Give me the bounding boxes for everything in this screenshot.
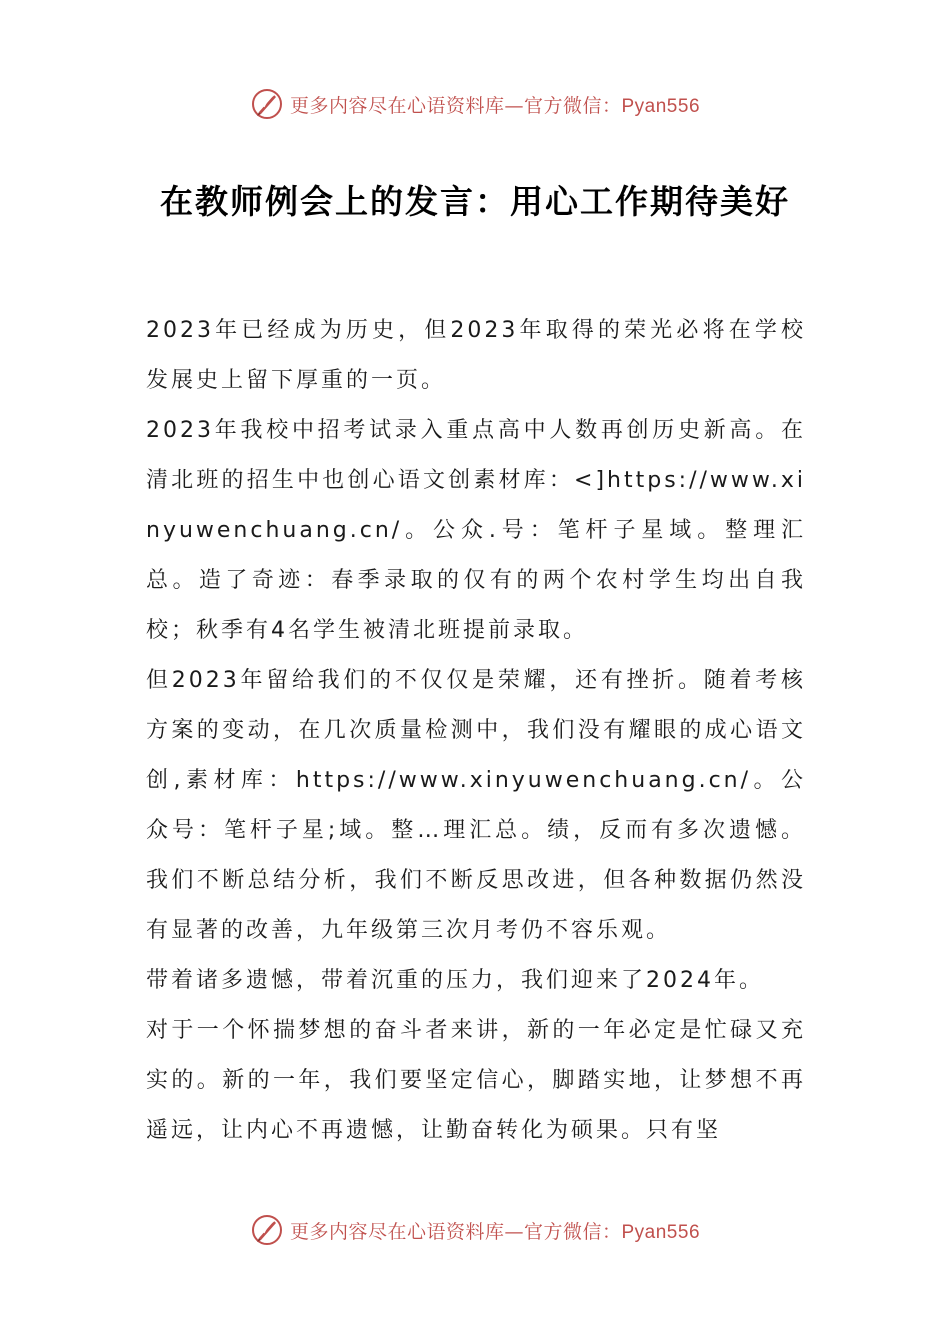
paragraph: 2023年我校中招考试录入重点高中人数再创历史新高。在清北班的招生中也创心语文创素材库：<]https://www.xinyuwenchuang.cn/。公众.号：笔杆子星域。整理汇总。造了奇迹：春季录取的仅有的两个农村学生均出自我校；秋季有4名学生被清北班提前录取。 [146,418,806,643]
quill-pen-logo-icon [250,87,284,121]
header-watermark [0,84,950,124]
document-body [146,306,806,1156]
quill-pen-logo-icon [250,1213,284,1247]
paragraph: 带着诸多遗憾，带着沉重的压力，我们迎来了2024年。 [146,968,764,993]
paragraph: 2023年已经成为历史，但2023年取得的荣光必将在学校发展史上留下厚重的一页。 [146,318,806,393]
watermark-text: 更多内容尽在心语资料库—官方微信：Pyan556 [289,1220,701,1243]
paragraph: 对于一个怀揣梦想的奋斗者来讲，新的一年必定是忙碌又充实的。新的一年，我们要坚定信心，脚踏实地，让梦想不再遥远，让内心不再遗憾，让勤奋转化为硕果。只有坚 [146,1018,806,1143]
watermark-text: 更多内容尽在心语资料库—官方微信：Pyan556 [289,94,701,117]
paragraph: 但2023年留给我们的不仅仅是荣耀，还有挫折。随着考核方案的变动，在几次质量检测中，我们没有耀眼的成心语文创,素材库：https://www.xinyuwenchuang.cn/。公众号：笔杆子星;域。整…理汇总。绩，反而有多次遗憾。我们不断总结分析，我们不断反思改进，但各种数据仍然没有显著的改善，九年级第三次月考仍不容乐观。 [146,668,806,943]
document-title: 在教师例会上的发言：用心工作期待美好 [160,182,790,221]
footer-watermark [0,1210,950,1250]
